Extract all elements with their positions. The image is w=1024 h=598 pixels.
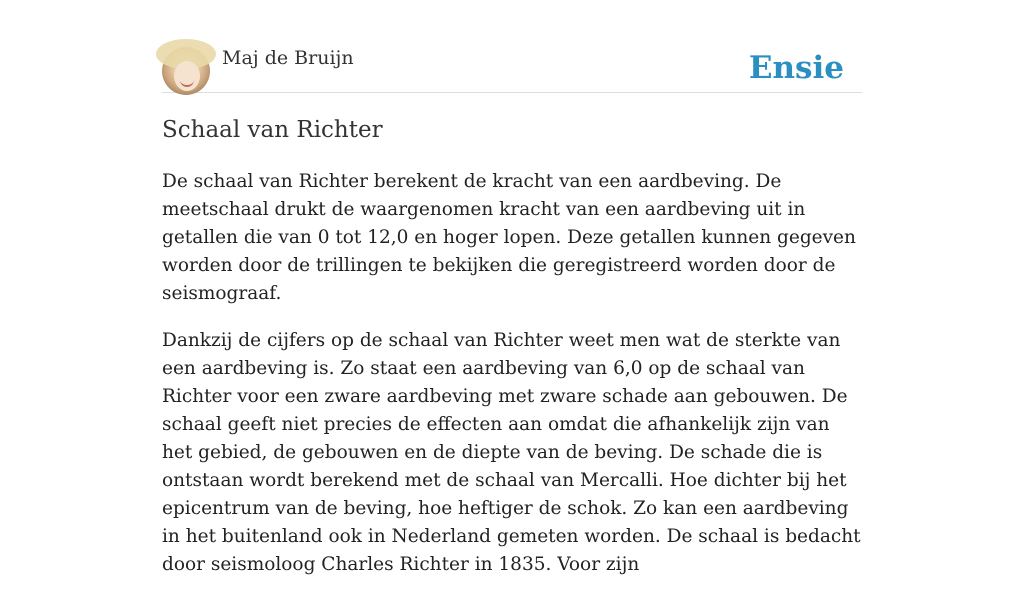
author-name[interactable]: Maj de Bruijn bbox=[222, 47, 354, 69]
article-paragraph: De schaal van Richter berekent de kracht van een aardbeving. De meetschaal drukt de waargenomen kracht van een aardbeving uit in getallen die van 0 tot 12,0 en hoger lopen. Deze getallen kunnen gegeven worden door de trillingen te bekijken die geregistreerd worden door de seismograaf. bbox=[162, 171, 856, 304]
article-paragraph: Dankzij de cijfers op de schaal van Richter weet men wat de sterkte van een aardbeving is. Zo staat een aardbeving van 6,0 op de schaal van Richter voor een zware aardbeving met zware schade aan gebouwen. De schaal geeft niet precies de effecten aan omdat die afhankelijk zijn van het gebied, de gebouwen en de diepte van de beving. De schade die is ontstaan wordt berekend met de schaal van Mercalli. Hoe dichter bij het epicentrum van de beving, hoe heftiger de schok. Zo kan een aardbeving in het buitenland ook in Nederland gemeten worden. De schaal is bedacht door seismoloog Charles Richter in 1835. Voor zijn bbox=[162, 330, 861, 575]
article-page bbox=[162, 0, 862, 575]
article-body bbox=[162, 168, 862, 598]
article-header bbox=[162, 0, 862, 93]
article-title: Schaal van Richter bbox=[162, 117, 383, 143]
author-avatar[interactable] bbox=[162, 47, 210, 95]
brand-logo[interactable]: Ensie bbox=[748, 50, 844, 86]
